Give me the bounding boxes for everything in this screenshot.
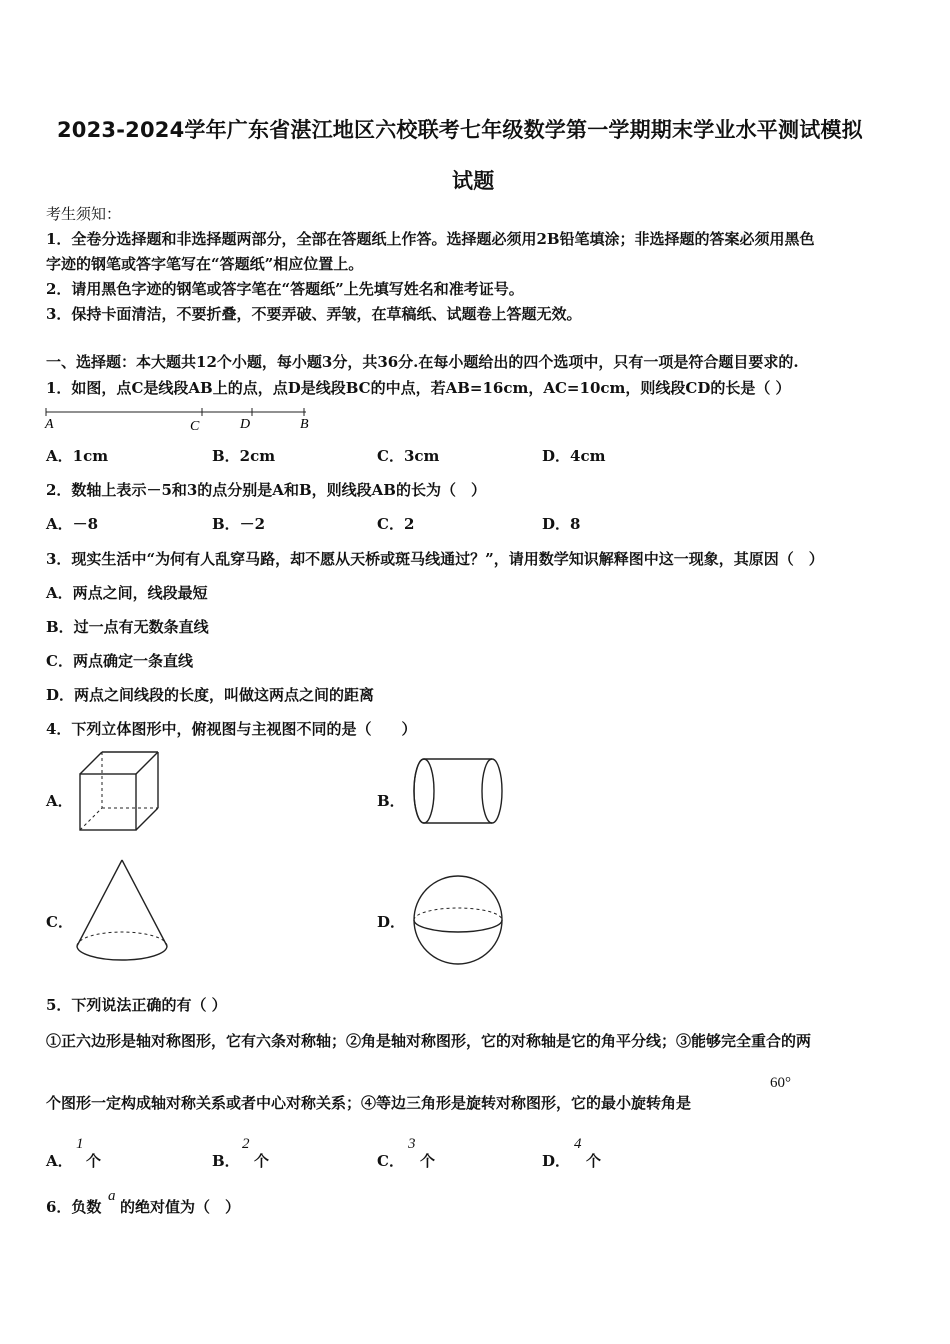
sphere-icon — [412, 874, 504, 966]
q3-stem: 3．现实生活中“为何有人乱穿马路，却不愿从天桥或斑马线通过？”，请用数学知识解释图中这一现象，其原因（ ） — [46, 550, 824, 568]
q5-option-a-letter: A． — [46, 1152, 73, 1170]
q5-stem: 5．下列说法正确的有（ ） — [46, 996, 227, 1014]
q5-option-d-number: 4 — [574, 1136, 582, 1152]
q2-stem: 2．数轴上表示－5和3的点分别是A和B，则线段AB的长为（ ） — [46, 481, 486, 499]
q2-option-d: D．8 — [542, 515, 581, 533]
page-title-continued: 试题 — [452, 169, 495, 193]
notice-item-1: 1．全卷分选择题和非选择题两部分，全部在答题纸上作答。选择题必须用2B铅笔填涂；非选择题的答案必须用黑色 — [46, 230, 815, 248]
q5-option-a-unit: 个 — [86, 1152, 102, 1170]
section-heading: 一、选择题：本大题共12个小题，每小题3分，共36分.在每小题给出的四个选项中，只有一项是符合题目要求的. — [46, 353, 799, 371]
q5-option-b-letter: B． — [212, 1152, 240, 1170]
label-d: D — [240, 417, 251, 432]
q6-stem-start: 6．负数 — [46, 1198, 102, 1216]
cylinder-icon — [412, 756, 508, 828]
q5-option-c-number: 3 — [408, 1136, 416, 1152]
q1-stem: 1．如图，点C是线段AB上的点，点D是线段BC的中点，若AB=16cm，AC=10cm，则线段CD的长是（ ） — [46, 379, 791, 397]
notice-item-3: 3．保持卡面清洁，不要折叠，不要弄破、弄皱，在草稿纸、试题卷上答题无效。 — [46, 305, 582, 323]
q2-option-b: B．－2 — [212, 515, 266, 533]
q4-option-c: C． — [46, 913, 73, 931]
q4-option-d: D． — [377, 913, 406, 931]
q3-option-a: A．两点之间，线段最短 — [46, 584, 208, 602]
q5-body-line-2: 个图形一定构成轴对称关系或者中心对称关系；④等边三角形是旋转对称图形，它的最小旋转角是 — [46, 1094, 692, 1112]
q1-option-d: D．4cm — [542, 447, 606, 465]
q1-option-c: C．3cm — [377, 447, 440, 465]
q6-variable: a — [108, 1188, 116, 1204]
q3-option-d: D．两点之间线段的长度，叫做这两点之间的距离 — [46, 686, 375, 704]
notice-item-2: 2．请用黑色字迹的钢笔或答字笔在“答题纸”上先填写姓名和准考证号。 — [46, 280, 524, 298]
cone-icon — [74, 858, 170, 966]
q1-segment-figure — [44, 402, 324, 434]
q5-option-c-unit: 个 — [420, 1152, 436, 1170]
notice-item-1-cont: 字迹的钢笔或答字笔写在“答题纸”相应位置上。 — [46, 255, 364, 273]
q3-option-b: B．过一点有无数条直线 — [46, 618, 209, 636]
q4-option-b: B． — [377, 792, 405, 810]
q4-stem: 4．下列立体图形中，俯视图与主视图不同的是（ ） — [46, 720, 417, 738]
notice-heading: 考生须知： — [46, 205, 122, 223]
q5-option-d-letter: D． — [542, 1152, 571, 1170]
q2-option-a: A．－8 — [46, 515, 99, 533]
page-title: 2023-2024学年广东省湛江地区六校联考七年级数学第一学期期末学业水平测试模拟 — [57, 118, 863, 142]
q5-body-line-1: ①正六边形是轴对称图形，它有六条对称轴；②角是轴对称图形，它的对称轴是它的角平分线；③能够完全重合的两 — [46, 1032, 812, 1050]
q4-option-a: A． — [46, 792, 73, 810]
label-b: B — [300, 417, 309, 432]
q5-option-c — [377, 1150, 404, 1171]
q5-angle-value: 60° — [770, 1075, 791, 1091]
q1-option-a: A．1cm — [46, 447, 109, 465]
cube-icon — [78, 750, 162, 834]
q5-option-b — [212, 1150, 240, 1171]
q5-option-b-number: 2 — [242, 1136, 250, 1152]
label-a: A — [45, 417, 54, 432]
q5-option-a-number: 1 — [76, 1136, 84, 1152]
q6-stem-end: 的绝对值为（ ） — [120, 1198, 241, 1216]
q5-option-a — [46, 1150, 73, 1171]
q5-option-b-unit: 个 — [254, 1152, 270, 1170]
q2-option-c: C．2 — [377, 515, 415, 533]
q5-option-d-unit: 个 — [586, 1152, 602, 1170]
q5-option-d — [542, 1150, 570, 1171]
q3-option-c: C．两点确定一条直线 — [46, 652, 193, 670]
label-c: C — [190, 419, 200, 434]
q5-option-c-letter: C． — [377, 1152, 404, 1170]
q1-option-b: B．2cm — [212, 447, 276, 465]
